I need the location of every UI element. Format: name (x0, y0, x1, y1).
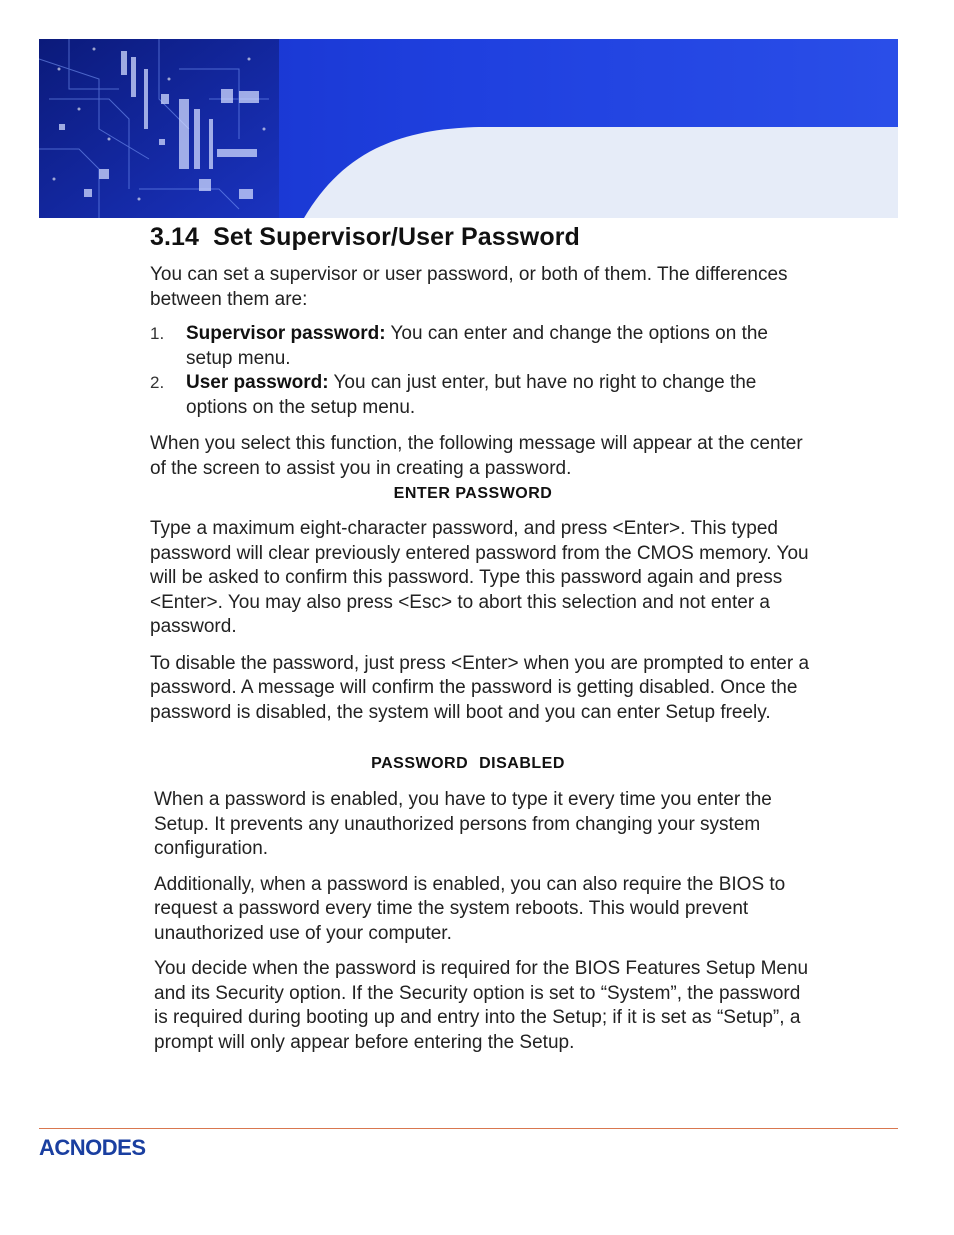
password-enabled-paragraph: When a password is enabled, you have to type it every time you enter the Setup. It prevents any unauthorized persons from changing your system configuration. (154, 789, 772, 859)
list-item-term: User password: (186, 372, 329, 393)
list-item (150, 371, 810, 420)
password-types-list (150, 322, 810, 420)
header-banner (39, 39, 898, 218)
security-option-paragraph: You decide when the password is required for the BIOS Features Setup Menu and its Security option. If the Security option is set to “System”, the password is required during booting up and entry into the Setup; if it is set as “Setup”, a prompt will only appear before entering the Setup. (154, 958, 809, 1053)
intro-paragraph: You can set a supervisor or user password, or both of them. The differences between them are: (150, 264, 788, 310)
password-disabled-message: PASSWORD DISABLED (371, 755, 565, 772)
section-heading (150, 220, 810, 254)
section-title: Set Supervisor/User Password (213, 223, 580, 251)
list-item-number: 1. (150, 324, 165, 343)
select-function-paragraph: When you select this function, the following message will appear at the center of the screen to assist you in creating a password. (150, 433, 803, 479)
logo-text: ACNODES (39, 1135, 146, 1160)
list-item-term: Supervisor password: (186, 323, 386, 344)
main-content (150, 220, 810, 1055)
list-item (150, 322, 810, 371)
section-number: 3.14 (150, 223, 200, 251)
list-item-text: You can just enter, but have no right to change the options on the setup menu. (186, 372, 757, 418)
list-item-text: You can enter and change the options on the setup menu. (186, 323, 768, 369)
closing-section (154, 788, 810, 1055)
list-item-number: 2. (150, 373, 165, 392)
enter-password-message: ENTER PASSWORD (393, 485, 553, 502)
circuit-board-banner-image (39, 39, 898, 218)
acnodes-logo-image (39, 1134, 195, 1160)
acnodes-logo (39, 1134, 195, 1160)
disable-password-paragraph: To disable the password, just press <Enter> when you are prompted to enter a password. A message will confirm the password is getting disabled. Once the password is disabled, the system will boot and you can enter Setup freely. (150, 652, 810, 723)
additional-paragraph: Additionally, when a password is enabled, you can also require the BIOS to request a password every time the system reboots. This would prevent unauthorized use of your computer. (154, 873, 786, 944)
footer-rule (39, 1128, 898, 1129)
type-password-paragraph: Type a maximum eight-character password, and press <Enter>. This typed password will clear previously entered password from the CMOS memory. You will be asked to confirm this password. Type this password again and press <Enter>. You may also press <Esc> to abort this selection and not enter a password. (150, 518, 809, 637)
